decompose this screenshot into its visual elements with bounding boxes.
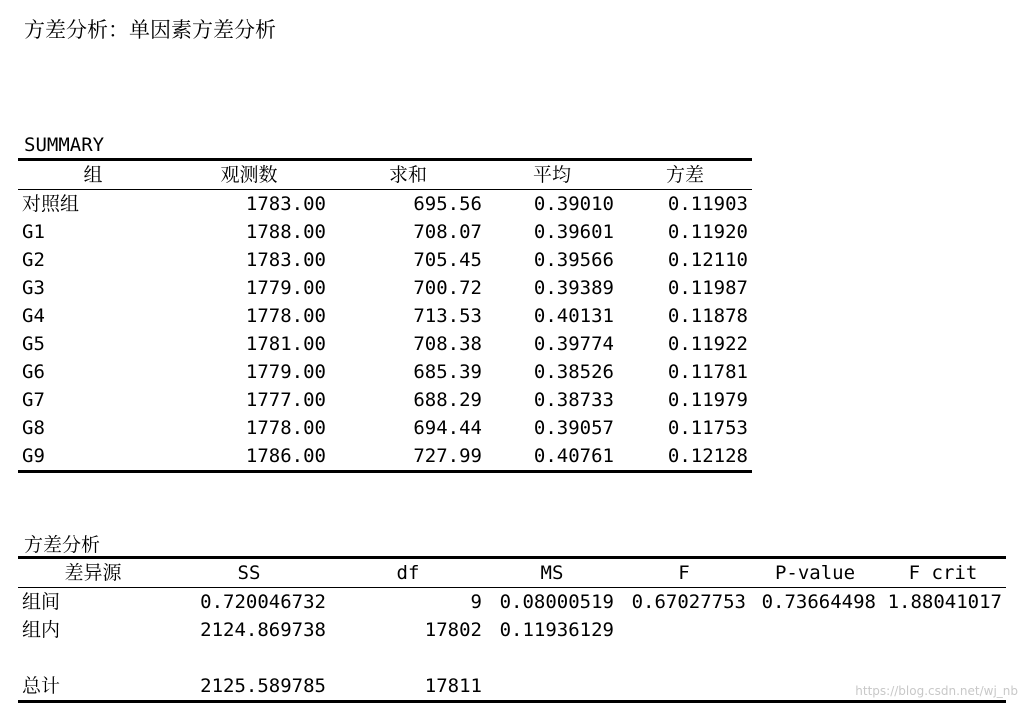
- group-name: G5: [22, 333, 45, 355]
- anova-header-row: [18, 558, 1006, 588]
- source-cell: [18, 644, 168, 672]
- ss-cell: 2124.869738: [200, 619, 326, 641]
- mean-cell: 0.39601: [533, 221, 614, 243]
- table-row: [18, 330, 752, 358]
- sum-cell: 688.29: [413, 389, 482, 411]
- group-name: G2: [22, 249, 45, 271]
- df-cell: 9: [470, 591, 482, 613]
- p-value-cell: 0.73664498: [761, 591, 876, 613]
- anova-header-cell: 差异源: [64, 562, 122, 584]
- variance-cell: 0.11753: [667, 417, 748, 439]
- summary-header-cell: 平均: [532, 164, 571, 186]
- sum-cell: 708.07: [413, 221, 482, 243]
- mean-cell: 0.39566: [533, 249, 614, 271]
- mean-cell: 0.40131: [533, 305, 614, 327]
- sum-cell: 727.99: [413, 445, 482, 467]
- group-name: G3: [22, 277, 45, 299]
- summary-header-cell: 求和: [388, 164, 427, 186]
- df-cell: [330, 644, 486, 672]
- page-title: 方差分析：单因素方差分析: [24, 18, 276, 42]
- source-cell: 组间: [22, 591, 61, 613]
- ss-cell: 0.720046732: [200, 591, 326, 613]
- mean-cell: 0.39057: [533, 417, 614, 439]
- table-row: [18, 442, 752, 472]
- count-cell: 1779.00: [245, 277, 326, 299]
- ss-cell: [168, 644, 330, 672]
- summary-table: [18, 158, 752, 473]
- anova-header-cell: MS: [540, 562, 564, 584]
- f-cell: [618, 616, 750, 644]
- group-name: G6: [22, 361, 45, 383]
- anova-header-cell: F crit: [908, 562, 978, 584]
- sum-cell: 708.38: [413, 333, 482, 355]
- f-cell: [618, 644, 750, 672]
- summary-label: SUMMARY: [24, 134, 105, 156]
- variance-cell: 0.12110: [667, 249, 748, 271]
- table-row: [18, 246, 752, 274]
- table-row: [18, 644, 1006, 672]
- table-row: [18, 358, 752, 386]
- ms-cell: 0.08000519: [499, 591, 614, 613]
- count-cell: 1778.00: [245, 417, 326, 439]
- table-row: [18, 274, 752, 302]
- count-cell: 1777.00: [245, 389, 326, 411]
- anova-header-cell: F: [678, 562, 690, 584]
- summary-header-cell: 组: [83, 164, 103, 186]
- f-cell: [618, 672, 750, 702]
- ms-cell: [486, 644, 618, 672]
- variance-cell: 0.11781: [667, 361, 748, 383]
- group-name: G1: [22, 221, 45, 243]
- summary-header-cell: 观测数: [220, 164, 278, 186]
- anova-header-cell: df: [396, 562, 420, 584]
- count-cell: 1788.00: [245, 221, 326, 243]
- anova-header-cell: SS: [237, 562, 261, 584]
- anova-label: 方差分析: [24, 534, 101, 556]
- variance-cell: 0.11920: [667, 221, 748, 243]
- table-row: [18, 414, 752, 442]
- sum-cell: 700.72: [413, 277, 482, 299]
- sum-cell: 695.56: [413, 193, 482, 215]
- count-cell: 1786.00: [245, 445, 326, 467]
- mean-cell: 0.39774: [533, 333, 614, 355]
- table-row: [18, 588, 1006, 617]
- mean-cell: 0.38733: [533, 389, 614, 411]
- source-cell: 总计: [22, 675, 61, 697]
- f-cell: 0.67027753: [631, 591, 746, 613]
- table-row: [18, 386, 752, 414]
- table-row: [18, 616, 1006, 644]
- count-cell: 1783.00: [245, 193, 326, 215]
- count-cell: 1779.00: [245, 361, 326, 383]
- ms-cell: [486, 672, 618, 702]
- variance-cell: 0.11903: [667, 193, 748, 215]
- variance-cell: 0.11987: [667, 277, 748, 299]
- sum-cell: 685.39: [413, 361, 482, 383]
- watermark: https://blog.csdn.net/wj_nb: [855, 684, 1018, 698]
- count-cell: 1778.00: [245, 305, 326, 327]
- variance-cell: 0.12128: [667, 445, 748, 467]
- variance-cell: 0.11979: [667, 389, 748, 411]
- sum-cell: 705.45: [413, 249, 482, 271]
- sum-cell: 713.53: [413, 305, 482, 327]
- group-name: G4: [22, 305, 45, 327]
- group-name: G7: [22, 389, 45, 411]
- table-row: [18, 218, 752, 246]
- ms-cell: 0.11936129: [499, 619, 614, 641]
- sum-cell: 694.44: [413, 417, 482, 439]
- group-name: 对照组: [22, 193, 80, 215]
- df-cell: 17811: [424, 675, 482, 697]
- table-row: [18, 190, 752, 219]
- p-value-cell: [750, 644, 880, 672]
- source-cell: 组内: [22, 619, 61, 641]
- mean-cell: 0.40761: [533, 445, 614, 467]
- table-row: [18, 302, 752, 330]
- mean-cell: 0.39389: [533, 277, 614, 299]
- anova-table: [18, 556, 1006, 703]
- group-name: G9: [22, 445, 45, 467]
- anova-header-cell: P-value: [774, 562, 856, 584]
- variance-cell: 0.11878: [667, 305, 748, 327]
- mean-cell: 0.39010: [533, 193, 614, 215]
- count-cell: 1783.00: [245, 249, 326, 271]
- variance-cell: 0.11922: [667, 333, 748, 355]
- ss-cell: 2125.589785: [200, 675, 326, 697]
- f-crit-cell: [880, 616, 1006, 644]
- df-cell: 17802: [424, 619, 482, 641]
- group-name: G8: [22, 417, 45, 439]
- mean-cell: 0.38526: [533, 361, 614, 383]
- count-cell: 1781.00: [245, 333, 326, 355]
- p-value-cell: [750, 616, 880, 644]
- summary-header-row: [18, 160, 752, 190]
- f-crit-cell: [880, 644, 1006, 672]
- summary-header-cell: 方差: [665, 164, 704, 186]
- f-crit-cell: 1.88041017: [887, 591, 1002, 613]
